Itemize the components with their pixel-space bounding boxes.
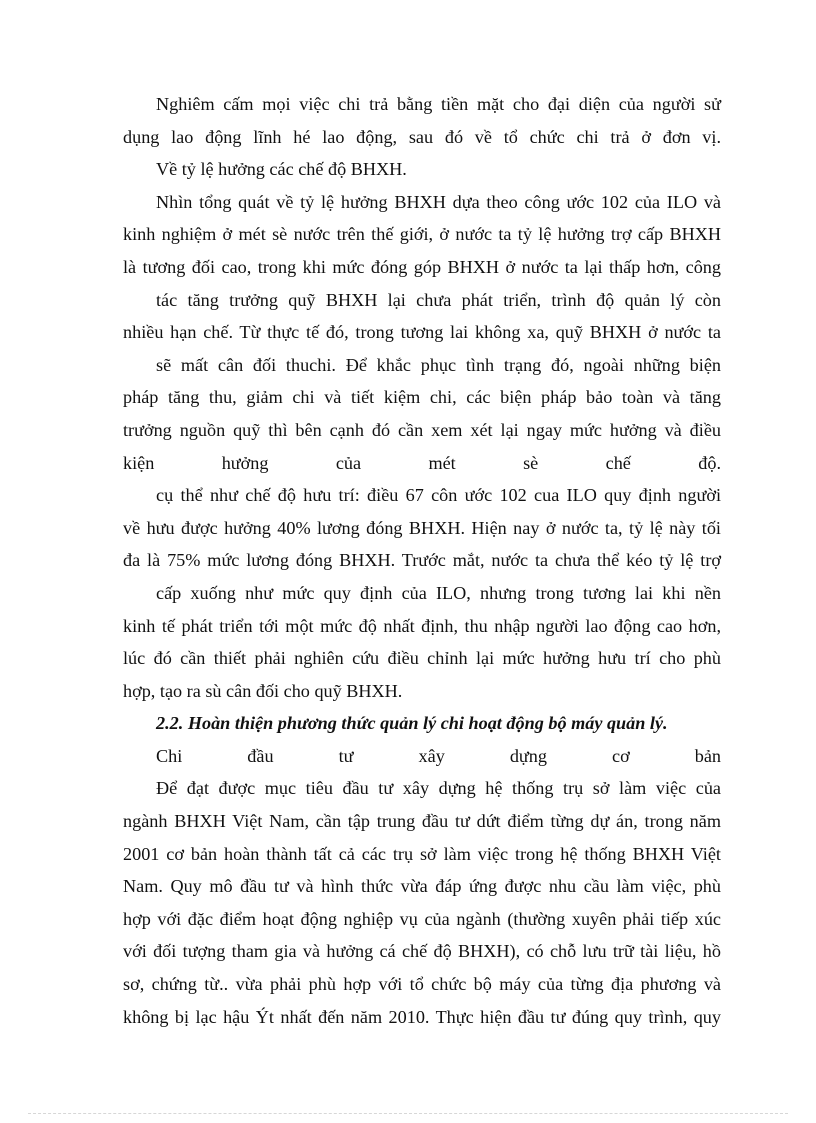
text-line: trưởng nguồn quỹ thì bên cạnh đó cần xem xét lại ngay mức hưởng và điều xyxy=(123,419,721,440)
page-bottom-divider xyxy=(28,1113,788,1114)
text-line: hợp với đặc điểm hoạt động nghiệp vụ của ngành (thường xuyên phải tiếp xúc xyxy=(123,908,721,929)
document-body xyxy=(123,88,721,1033)
text-line: nhiều hạn chế. Từ thực tế đó, trong tương lai không xa, quỹ BHXH ở nước ta xyxy=(123,322,721,343)
text-line: dụng lao động lĩnh hé lao động, sau đó về tổ chức chi trả ở đơn vị. xyxy=(123,126,721,147)
text-line: pháp tăng thu, giảm chi và tiết kiệm chi, các biện pháp bảo toàn và tăng xyxy=(123,387,721,408)
text-line: Nam. Quy mô đầu tư và hình thức vừa đáp ứng được nhu cầu làm việc, phù xyxy=(123,876,721,897)
text-line: với đối tượng tham gia và hưởng cá chế độ BHXH), có chỗ lưu trữ tài liệu, hồ xyxy=(123,941,721,962)
text-line: hợp, tạo ra sù cân đối cho quỹ BHXH. xyxy=(123,680,403,701)
text-line: cấp xuống như mức quy định của ILO, nhưng trong tương lai khi nền xyxy=(156,582,721,603)
text-line: về hưu được hưởng 40% lương đóng BHXH. Hiện nay ở nước ta, tỷ lệ này tối xyxy=(123,517,721,538)
text-line: sơ, chứng từ.. vừa phải phù hợp với tổ chức bộ máy của từng địa phương và xyxy=(123,974,721,995)
text-line: 2001 cơ bản hoàn thành tất cả các trụ sở làm việc trong hệ thống BHXH Việt xyxy=(123,843,721,864)
section-heading: 2.2. Hoàn thiện phương thức quản lý chi hoạt động bộ máy quản lý. xyxy=(156,713,668,734)
text-line: không bị lạc hậu Ýt nhất đến năm 2010. Thực hiện đầu tư đúng quy trình, quy xyxy=(123,1006,721,1027)
text-line: ngành BHXH Việt Nam, cần tập trung đầu tư dứt điểm từng dự án, trong năm xyxy=(123,811,721,832)
text-line: là tương đối cao, trong khi mức đóng góp BHXH ở nước ta lại thấp hơn, công xyxy=(123,256,721,277)
text-line: kiện hưởng của mét sè chế độ. xyxy=(123,452,721,473)
text-line: Chi đầu tư xây dựng cơ bản xyxy=(156,745,721,766)
text-line: lúc đó cần thiết phải nghiên cứu điều chỉnh lại mức hưởng hưu trí cho phù xyxy=(123,648,721,669)
text-line: Về tỷ lệ hưởng các chế độ BHXH. xyxy=(156,159,407,180)
text-line: Nghiêm cấm mọi việc chi trả bằng tiền mặt cho đại diện của người sử xyxy=(156,94,721,114)
text-line: tác tăng trưởng quỹ BHXH lại chưa phát triển, trình độ quản lý còn xyxy=(156,289,721,310)
text-line: đa là 75% mức lương đóng BHXH. Trước mắt, nước ta chưa thể kéo tỷ lệ trợ xyxy=(123,550,721,571)
text-line: kinh tế phát triển tới một mức độ nhất định, thu nhập người lao động cao hơn, xyxy=(123,615,721,636)
text-line: sẽ mất cân đối thuchi. Để khắc phục tình trạng đó, ngoài những biện xyxy=(156,354,721,375)
text-line: Để đạt được mục tiêu đầu tư xây dựng hệ thống trụ sở làm việc của xyxy=(156,778,721,799)
text-line: kinh nghiệm ở mét sè nước trên thế giới, ở nước ta tỷ lệ hưởng trợ cấp BHXH xyxy=(123,224,721,245)
text-line: cụ thể như chế độ hưu trí: điều 67 côn ước 102 cua ILO quy định người xyxy=(156,485,721,506)
text-line: Nhìn tổng quát về tỷ lệ hưởng BHXH dựa theo công ước 102 của ILO và xyxy=(156,191,721,212)
